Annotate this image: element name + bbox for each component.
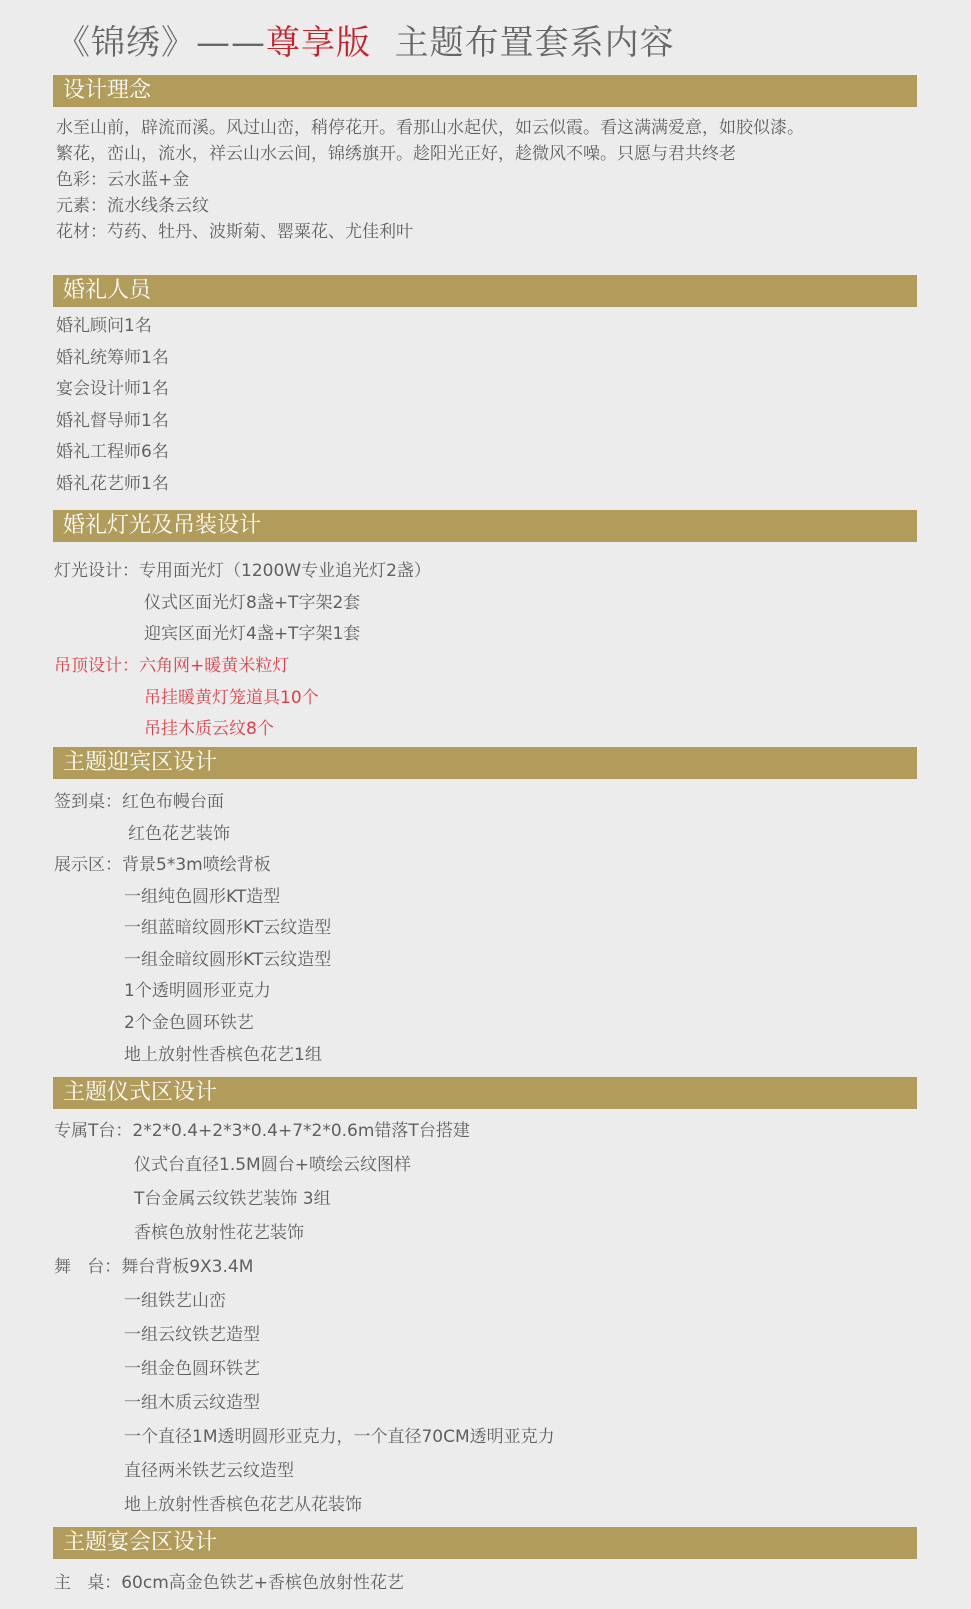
welcome-line-4: 一组纯色圆形KT造型 — [124, 887, 281, 907]
staff-line-3: 宴会设计师1名 — [56, 379, 169, 399]
concept-line-2: 繁花，峦山，流水，祥云山水云间，锦绣旗开。趁阳光正好，趁微风不噪。只愿与君共终老 — [56, 144, 736, 164]
section-header-lighting: 婚礼灯光及吊装设计 — [53, 510, 917, 542]
staff-line-4: 婚礼督导师1名 — [56, 411, 169, 431]
staff-line-5: 婚礼工程师6名 — [56, 442, 169, 462]
ceremony-line-1: 专属T台：2*2*0.4+2*3*0.4+7*2*0.6m错落T台搭建 — [54, 1121, 470, 1141]
welcome-line-1: 签到桌：红色布幔台面 — [54, 792, 224, 812]
lighting-line-1: 灯光设计：专用面光灯（1200W专业追光灯2盏） — [54, 561, 431, 581]
section-header-staff: 婚礼人员 — [53, 275, 917, 307]
lighting-line-4: 吊顶设计：六角网+暖黄米粒灯 — [54, 656, 290, 676]
section-header-concept: 设计理念 — [53, 75, 917, 107]
lighting-line-2: 仪式区面光灯8盏+T字架2套 — [144, 593, 361, 613]
ceremony-line-7: 一组云纹铁艺造型 — [124, 1325, 260, 1345]
concept-line-3: 色彩：云水蓝+金 — [56, 170, 190, 190]
welcome-line-2: 红色花艺装饰 — [128, 824, 230, 844]
welcome-line-7: 1个透明圆形亚克力 — [124, 981, 271, 1001]
ceremony-line-2: 仪式台直径1.5M圆台+喷绘云纹图样 — [134, 1155, 411, 1175]
welcome-line-8: 2个金色圆环铁艺 — [124, 1013, 254, 1033]
staff-line-1: 婚礼顾问1名 — [56, 316, 152, 336]
lighting-line-3: 迎宾区面光灯4盏+T字架1套 — [144, 624, 361, 644]
lighting-line-6: 吊挂木质云纹8个 — [144, 719, 274, 739]
lighting-line-5: 吊挂暖黄灯笼道具10个 — [144, 688, 319, 708]
page-title — [56, 18, 675, 68]
ceremony-line-4: 香槟色放射性花艺装饰 — [134, 1223, 304, 1243]
welcome-line-5: 一组蓝暗纹圆形KT云纹造型 — [124, 918, 332, 938]
welcome-line-6: 一组金暗纹圆形KT云纹造型 — [124, 950, 332, 970]
title-prefix: 《锦绣》—— — [56, 23, 266, 63]
ceremony-line-9: 一组木质云纹造型 — [124, 1393, 260, 1413]
ceremony-line-6: 一组铁艺山峦 — [124, 1291, 226, 1311]
section-header-ceremony: 主题仪式区设计 — [53, 1077, 917, 1109]
ceremony-line-3: T台金属云纹铁艺装饰 3组 — [134, 1189, 331, 1209]
ceremony-line-11: 直径两米铁艺云纹造型 — [124, 1461, 294, 1481]
concept-line-5: 花材：芍药、牡丹、波斯菊、罂粟花、尤佳利叶 — [56, 222, 413, 242]
section-header-banquet: 主题宴会区设计 — [53, 1527, 917, 1559]
ceremony-line-5: 舞 台：舞台背板9X3.4M — [54, 1257, 254, 1277]
title-suffix: 主题布置套系内容 — [371, 23, 675, 63]
ceremony-line-12: 地上放射性香槟色花艺从花装饰 — [124, 1495, 362, 1515]
concept-line-1: 水至山前，辟流而溪。风过山峦，稍停花开。看那山水起伏，如云似霞。看这满满爱意，如胶似漆。 — [56, 118, 804, 138]
welcome-line-3: 展示区：背景5*3m喷绘背板 — [54, 855, 271, 875]
staff-line-2: 婚礼统筹师1名 — [56, 348, 169, 368]
welcome-line-9: 地上放射性香槟色花艺1组 — [124, 1045, 322, 1065]
ceremony-line-8: 一组金色圆环铁艺 — [124, 1359, 260, 1379]
concept-line-4: 元素：流水线条云纹 — [56, 196, 209, 216]
section-header-welcome: 主题迎宾区设计 — [53, 747, 917, 779]
staff-line-6: 婚礼花艺师1名 — [56, 474, 169, 494]
banquet-line-1: 主 桌：60cm高金色铁艺+香槟色放射性花艺 — [54, 1573, 404, 1593]
ceremony-line-10: 一个直径1M透明圆形亚克力，一个直径70CM透明亚克力 — [124, 1427, 555, 1447]
title-accent: 尊享版 — [266, 23, 371, 63]
